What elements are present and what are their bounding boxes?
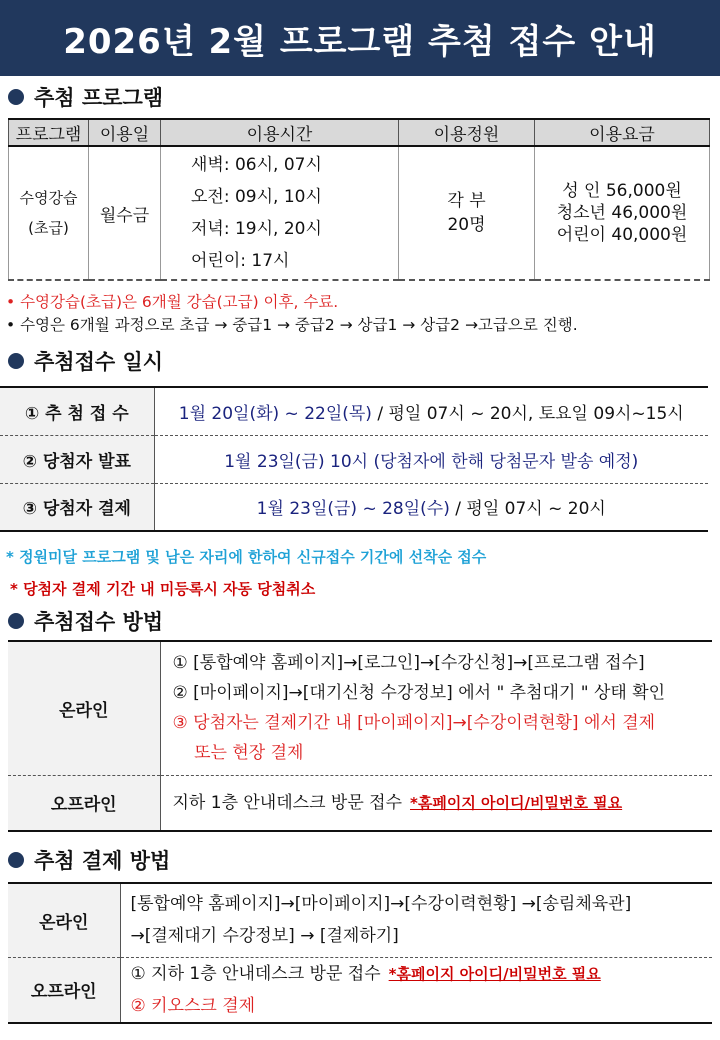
program-table (8, 118, 710, 281)
col-header: 이용시간 (161, 119, 399, 146)
method-offline-steps: 지하 1층 안내데스크 방문 접수 *홈페이지 아이디/비밀번호 필요 (160, 775, 712, 831)
schedule-value: 1월 20일(화) ~ 22일(목) / 평일 07시 ~ 20시, 토요일 09시~15시 (154, 387, 708, 435)
payment-offline-steps: ① 지하 1층 안내데스크 방문 접수 *홈페이지 아이디/비밀번호 필요 ② 키오스크 결제 (120, 957, 712, 1023)
bullet-icon (8, 613, 24, 629)
bullet-icon (8, 353, 24, 369)
section-heading-schedule: 추첨접수 일시 (8, 346, 163, 376)
bullet-icon (8, 89, 24, 105)
col-header: 이용일 (89, 119, 161, 146)
page-title: 2026년 2월 프로그램 추첨 접수 안내 (0, 0, 720, 76)
capacity-cell: 각 부 20명 (399, 146, 535, 280)
days-cell: 월수금 (89, 146, 161, 280)
schedule-table (0, 386, 708, 532)
method-offline-label: 오프라인 (8, 775, 160, 831)
program-note-progression: • 수영은 6개월 과정으로 초급 → 중급1 → 중급2 → 상급1 → 상급2 →고급으로 진행. (6, 316, 578, 334)
table-row (9, 146, 710, 280)
method-online-label: 온라인 (8, 641, 160, 775)
col-header: 이용정원 (399, 119, 535, 146)
payment-online-steps: [통합예약 홈페이지]→[마이페이지]→[수강이력현황] →[송림체육관] →[결제대기 수강정보] → [결제하기] (120, 883, 712, 957)
table-header-row (9, 119, 710, 146)
schedule-value: 1월 23일(금) ~ 28일(수) / 평일 07시 ~ 20시 (154, 483, 708, 531)
schedule-note-cyan: * 정원미달 프로그램 및 남은 자리에 한하여 신규접수 기간에 선착순 접수 (6, 548, 487, 566)
table-row (0, 387, 708, 435)
program-note-red: • 수영강습(초급)은 6개월 강습(고급) 이후, 수료. (6, 293, 339, 311)
fees-cell: 성 인 56,000원 청소년 46,000원 어린이 40,000원 (535, 146, 710, 280)
table-row (8, 883, 712, 957)
bullet-icon (8, 852, 24, 868)
table-row (0, 435, 708, 483)
payment-offline-label: 오프라인 (8, 957, 120, 1023)
schedule-label: ① 추 첨 접 수 (0, 387, 154, 435)
section-heading-method: 추첨접수 방법 (8, 606, 163, 636)
table-row (8, 775, 712, 831)
table-row (8, 641, 712, 775)
times-cell: 새벽: 06시, 07시 오전: 09시, 10시 저녁: 19시, 20시 어린이: 17시 (161, 146, 399, 280)
payment-table (8, 882, 712, 1024)
method-table (8, 640, 712, 832)
section-heading-programs: 추첨 프로그램 (8, 82, 163, 112)
col-header: 프로그램 (9, 119, 89, 146)
schedule-label: ③ 당첨자 결제 (0, 483, 154, 531)
schedule-value: 1월 23일(금) 10시 (당첨자에 한해 당첨문자 발송 예정) (154, 435, 708, 483)
table-row (8, 957, 712, 1023)
payment-online-label: 온라인 (8, 883, 120, 957)
col-header: 이용요금 (535, 119, 710, 146)
method-online-steps: ① [통합예약 홈페이지]→[로그인]→[수강신청]→[프로그램 접수] ② [마이페이지]→[대기신청 수강정보] 에서 " 추첨대기 " 상태 확인 ③ 당첨자는 결제기간 내 [마이페이지]→[수강이력현황] 에서 결제 또는 현장 결제 (160, 641, 712, 775)
program-cell: 수영강습 (초급) (9, 146, 89, 280)
section-heading-payment: 추첨 결제 방법 (8, 845, 170, 875)
schedule-note-red: * 당첨자 결제 기간 내 미등록시 자동 당첨취소 (10, 580, 316, 598)
schedule-label: ② 당첨자 발표 (0, 435, 154, 483)
table-row (0, 483, 708, 531)
